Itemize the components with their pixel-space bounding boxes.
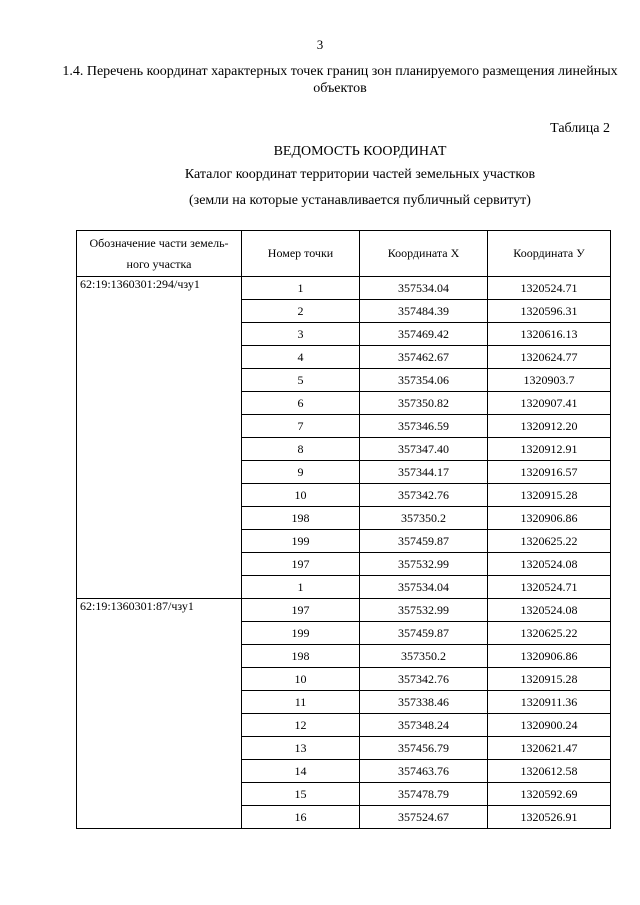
point-number: 197 — [242, 599, 360, 622]
coordinate-y: 1320625.22 — [488, 530, 611, 553]
coordinate-y: 1320524.08 — [488, 553, 611, 576]
point-number: 3 — [242, 323, 360, 346]
header-x: Координата Х — [360, 231, 488, 277]
coordinate-y: 1320907.41 — [488, 392, 611, 415]
point-number: 4 — [242, 346, 360, 369]
coordinate-x: 357350.82 — [360, 392, 488, 415]
coordinate-y: 1320912.20 — [488, 415, 611, 438]
point-number: 197 — [242, 553, 360, 576]
coordinate-y: 1320915.28 — [488, 668, 611, 691]
table-label: Таблица 2 — [550, 121, 610, 136]
coordinate-y: 1320624.77 — [488, 346, 611, 369]
point-number: 2 — [242, 300, 360, 323]
coordinate-y: 1320903.7 — [488, 369, 611, 392]
coordinate-x: 357350.2 — [360, 507, 488, 530]
point-number: 13 — [242, 737, 360, 760]
point-number: 7 — [242, 415, 360, 438]
coordinate-x: 357456.79 — [360, 737, 488, 760]
coordinate-y: 1320915.28 — [488, 484, 611, 507]
coordinate-x: 357463.76 — [360, 760, 488, 783]
coordinate-x: 357534.04 — [360, 576, 488, 599]
coordinate-x: 357344.17 — [360, 461, 488, 484]
point-number: 11 — [242, 691, 360, 714]
table-body — [77, 277, 611, 829]
coordinate-y: 1320616.13 — [488, 323, 611, 346]
coordinate-y: 1320524.71 — [488, 277, 611, 300]
coordinate-y: 1320625.22 — [488, 622, 611, 645]
point-number: 8 — [242, 438, 360, 461]
coordinate-x: 357347.40 — [360, 438, 488, 461]
coordinates-table — [76, 230, 611, 829]
table-row — [77, 599, 611, 622]
coordinate-y: 1320596.31 — [488, 300, 611, 323]
coordinate-y: 1320916.57 — [488, 461, 611, 484]
coordinate-x: 357459.87 — [360, 530, 488, 553]
point-number: 14 — [242, 760, 360, 783]
coordinate-x: 357478.79 — [360, 783, 488, 806]
coordinate-x: 357524.67 — [360, 806, 488, 829]
coordinate-x: 357354.06 — [360, 369, 488, 392]
point-number: 10 — [242, 668, 360, 691]
header-y: Координата У — [488, 231, 611, 277]
point-number: 9 — [242, 461, 360, 484]
point-number: 10 — [242, 484, 360, 507]
coordinate-x: 357342.76 — [360, 484, 488, 507]
coordinate-y: 1320911.36 — [488, 691, 611, 714]
servitude-subtitle: (земли на которые устанавливается публичный сервитут) — [189, 193, 531, 208]
coordinate-y: 1320592.69 — [488, 783, 611, 806]
point-number: 12 — [242, 714, 360, 737]
land-part-designation: 62:19:1360301:87/чзу1 — [77, 599, 242, 829]
coordinate-y: 1320526.91 — [488, 806, 611, 829]
coordinate-y: 1320906.86 — [488, 645, 611, 668]
coordinate-x: 357348.24 — [360, 714, 488, 737]
point-number: 199 — [242, 622, 360, 645]
page-number: 3 — [316, 37, 324, 52]
point-number: 198 — [242, 645, 360, 668]
coordinate-y: 1320906.86 — [488, 507, 611, 530]
coordinate-y: 1320900.24 — [488, 714, 611, 737]
coordinate-y: 1320524.08 — [488, 599, 611, 622]
point-number: 1 — [242, 277, 360, 300]
point-number: 6 — [242, 392, 360, 415]
point-number: 199 — [242, 530, 360, 553]
coordinate-x: 357459.87 — [360, 622, 488, 645]
land-part-designation: 62:19:1360301:294/чзу1 — [77, 277, 242, 599]
point-number: 16 — [242, 806, 360, 829]
document-title: ВЕДОМОСТЬ КООРДИНАТ — [273, 144, 447, 159]
coordinate-x: 357532.99 — [360, 553, 488, 576]
section-heading: 1.4. Перечень координат характерных точек границ зон планируемого размещения линейных объектов — [62, 64, 618, 96]
coordinate-x: 357534.04 — [360, 277, 488, 300]
point-number: 1 — [242, 576, 360, 599]
coordinate-x: 357532.99 — [360, 599, 488, 622]
coordinate-y: 1320524.71 — [488, 576, 611, 599]
point-number: 198 — [242, 507, 360, 530]
point-number: 5 — [242, 369, 360, 392]
coordinate-y: 1320612.58 — [488, 760, 611, 783]
coordinate-x: 357484.39 — [360, 300, 488, 323]
coordinate-x: 357469.42 — [360, 323, 488, 346]
coordinate-x: 357342.76 — [360, 668, 488, 691]
catalog-subtitle: Каталог координат территории частей земельных участков — [184, 167, 536, 182]
coordinate-y: 1320621.47 — [488, 737, 611, 760]
header-part: Обозначение части земель-ного участка — [77, 231, 242, 277]
header-point: Номер точки — [242, 231, 360, 277]
coordinate-x: 357350.2 — [360, 645, 488, 668]
coordinate-x: 357462.67 — [360, 346, 488, 369]
table-row — [77, 277, 611, 300]
coordinate-x: 357338.46 — [360, 691, 488, 714]
coordinate-x: 357346.59 — [360, 415, 488, 438]
coordinate-y: 1320912.91 — [488, 438, 611, 461]
table-header-row — [77, 231, 611, 277]
point-number: 15 — [242, 783, 360, 806]
